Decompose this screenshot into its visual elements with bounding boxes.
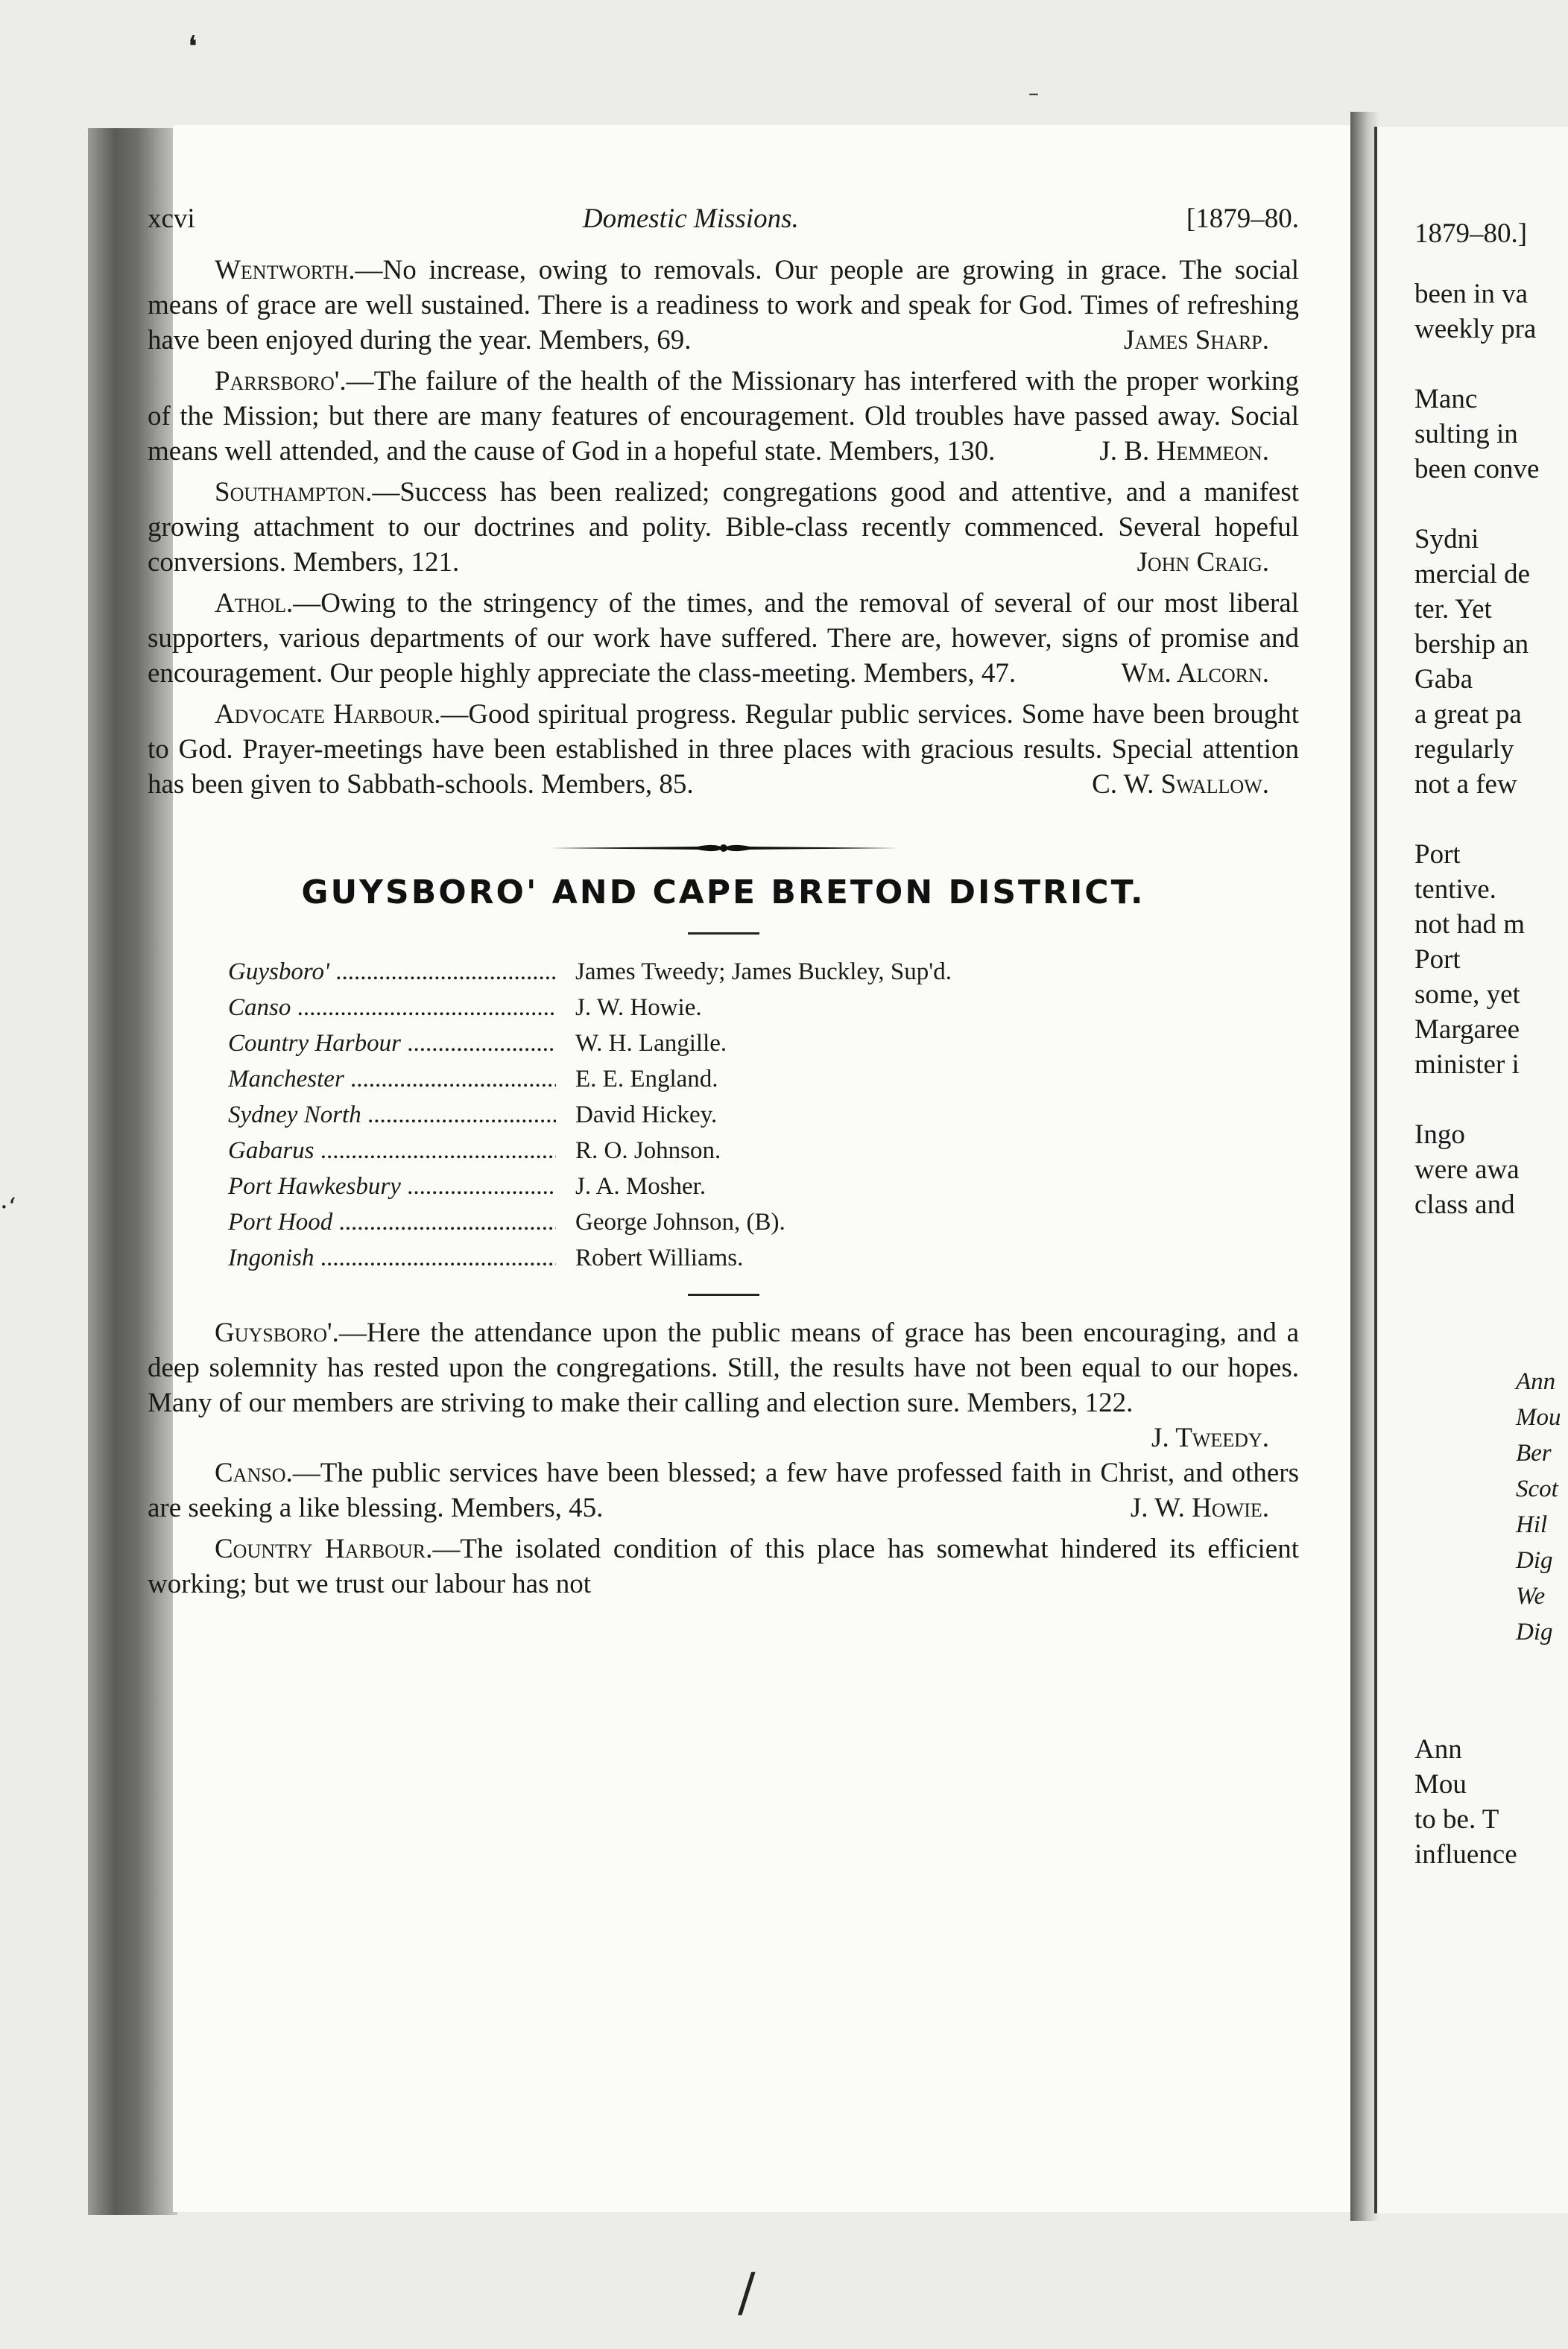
right-page-line: ter. Yet xyxy=(1414,594,1492,625)
report-paragraph xyxy=(148,253,1299,358)
right-page-line: Mou xyxy=(1516,1404,1561,1431)
right-page-line: regularly xyxy=(1414,734,1514,765)
report-text: —The failure of the health of the Missionary has interfered with the proper working of the Mission; but there are many features of encouragement. Old troubles have passed away. Social means well attended, and the cause of God in a hopeful state. Members, 130. xyxy=(148,366,1299,467)
right-page-line xyxy=(1414,1082,1568,1117)
right-page-line: Ann xyxy=(1516,1368,1556,1395)
right-page-line: Gaba xyxy=(1414,664,1473,695)
station-name: Southampton. xyxy=(215,477,373,508)
right-page-header: 1879–80.] xyxy=(1414,218,1528,249)
station-name: Athol. xyxy=(215,588,294,619)
right-page-line: Dig xyxy=(1516,1619,1553,1645)
right-page-list xyxy=(1414,1364,1568,1650)
right-page-line xyxy=(1414,802,1568,837)
signature: Wm. Alcorn. xyxy=(1121,658,1269,689)
district-title: GUYSBORO' AND CAPE BRETON DISTRICT. xyxy=(301,873,1145,911)
header-years: [1879–80. xyxy=(1186,203,1299,234)
station-row xyxy=(228,990,1299,1025)
right-page-line: Ber xyxy=(1516,1440,1552,1467)
scan-mark: – xyxy=(1028,80,1039,105)
report-paragraph xyxy=(148,475,1299,580)
report-paragraph xyxy=(148,1315,1299,1453)
right-page-content xyxy=(1414,216,1568,1872)
page-number: xcvi xyxy=(148,203,195,234)
ornamental-rule xyxy=(148,841,1299,856)
station-name: Wentworth. xyxy=(215,255,355,285)
right-page-line: Scot xyxy=(1516,1476,1558,1502)
right-page-line: tentive. xyxy=(1414,874,1496,905)
scan-mark: / xyxy=(738,2262,756,2323)
right-page-line: a great pa xyxy=(1414,699,1522,730)
station-name: Country Harbour. xyxy=(215,1534,433,1564)
right-page-line: Ingo xyxy=(1414,1119,1465,1150)
station-row xyxy=(228,1097,1299,1133)
station-row xyxy=(228,1169,1299,1204)
station-label: Port Hawkesbury ..... xyxy=(228,1169,556,1204)
right-page-line: been in va xyxy=(1414,279,1529,309)
right-page-lines xyxy=(1414,276,1568,1222)
report-text: —The isolated condition of this place has somewhat hindered its efficient working; but we trust our labour has not xyxy=(148,1534,1299,1599)
minister-name: W. H. Langille. xyxy=(575,1030,727,1057)
right-page-bottom-lines xyxy=(1414,1732,1568,1872)
station-label: Manchester ..... xyxy=(228,1061,556,1097)
right-page-line: Dig xyxy=(1516,1547,1553,1574)
right-page-line: Port xyxy=(1414,944,1461,975)
station-label: Gabarus ..... xyxy=(228,1133,556,1169)
report-text: —Success has been realized; congregations good and attentive, and a manifest growing attachment to our doctrines and polity. Bible-class recently commenced. Several hopeful conversions. Members, 121. xyxy=(148,477,1299,578)
signature: John Craig. xyxy=(1137,547,1269,578)
short-rule xyxy=(688,932,759,935)
right-page-line: to be. T xyxy=(1414,1804,1499,1835)
right-page-line: sulting in xyxy=(1414,419,1518,449)
station-row xyxy=(228,1133,1299,1169)
right-page-line: weekly pra xyxy=(1414,314,1537,344)
right-page-line: were awa xyxy=(1414,1154,1520,1185)
station-label: Canso ..... xyxy=(228,990,556,1025)
left-page-content xyxy=(148,201,1299,1607)
right-page-line: some, yet xyxy=(1414,979,1520,1010)
right-page-line: Ann xyxy=(1414,1734,1462,1765)
report-paragraph xyxy=(148,697,1299,802)
minister-name: E. E. England. xyxy=(575,1066,718,1093)
right-page-line: not had m xyxy=(1414,909,1525,940)
right-page-line: not a few xyxy=(1414,769,1517,800)
station-row xyxy=(228,1061,1299,1097)
stations-list xyxy=(228,954,1299,1276)
minister-name: George Johnson, (B). xyxy=(575,1209,785,1236)
report-paragraph xyxy=(148,1531,1299,1602)
station-label: Guysboro' ..... xyxy=(228,954,556,990)
minister-name: Robert Williams. xyxy=(575,1245,744,1271)
signature: J. W. Howie. xyxy=(1130,1493,1269,1523)
report-text: —Owing to the stringency of the times, and the removal of several of our most liberal supporters, various departments of our work have suffered. There are, however, signs of promise and encouragement. Our people highly appreciate the class-meeting. Members, 47. xyxy=(148,588,1299,689)
minister-name: R. O. Johnson. xyxy=(575,1137,721,1164)
station-name: Advocate Harbour. xyxy=(215,699,441,730)
minister-name: J. W. Howie. xyxy=(575,994,702,1021)
reports-bottom xyxy=(148,1315,1299,1607)
station-name: Guysboro'. xyxy=(215,1318,339,1348)
right-page-line: Mou xyxy=(1414,1769,1467,1800)
minister-name: David Hickey. xyxy=(575,1101,718,1128)
report-paragraph xyxy=(148,586,1299,691)
reports-top xyxy=(148,253,1299,808)
scan-mark: ·‘ xyxy=(0,1192,16,1222)
signature: C. W. Swallow. xyxy=(1092,769,1269,800)
minister-name: J. A. Mosher. xyxy=(575,1173,706,1200)
right-page-line: class and xyxy=(1414,1189,1515,1220)
short-rule xyxy=(688,1294,759,1296)
right-page-line xyxy=(1414,487,1568,522)
station-name: Parrsboro'. xyxy=(215,366,347,396)
right-page-line: Hil xyxy=(1516,1511,1548,1538)
right-page-line: bership an xyxy=(1414,629,1529,660)
station-label: Country Harbour ..... xyxy=(228,1025,556,1061)
running-header xyxy=(148,201,1299,236)
station-row xyxy=(228,1025,1299,1061)
station-row xyxy=(228,1240,1299,1276)
right-page-line: Manc xyxy=(1414,384,1478,414)
right-page-line: influence xyxy=(1414,1839,1517,1870)
right-page-line: Sydni xyxy=(1414,524,1479,554)
station-label: Ingonish ..... xyxy=(228,1240,556,1276)
minister-name: James Tweedy; James Buckley, Sup'd. xyxy=(575,958,952,985)
right-page-line: been conve xyxy=(1414,454,1540,484)
right-page-line xyxy=(1414,347,1568,382)
station-row xyxy=(228,1204,1299,1240)
station-label: Sydney North ..... xyxy=(228,1097,556,1133)
right-page-line: Port xyxy=(1414,839,1461,870)
right-page-line: Margaree xyxy=(1414,1014,1520,1045)
right-page-line: mercial de xyxy=(1414,559,1531,589)
scan-mark: ❛ xyxy=(188,30,197,64)
signature: J. B. Hemmeon. xyxy=(1099,436,1269,467)
right-page-line: minister i xyxy=(1414,1049,1520,1080)
ornament-flourish xyxy=(549,841,899,856)
right-page-line: We xyxy=(1516,1583,1546,1610)
running-title: Domestic Missions. xyxy=(582,203,799,234)
station-name: Canso. xyxy=(215,1458,293,1488)
report-paragraph xyxy=(148,364,1299,469)
report-text: —Here the attendance upon the public means of grace has been encouraging, and a deep solemnity has rested upon the congregations. Still, the results have not been equal to our hopes. Many of our members are striving to make their calling and election sure. Members, 122. xyxy=(148,1318,1299,1418)
report-text: —Good spiritual progress. Regular public services. Some have been brought to God. Prayer-meetings have been established in three places with gracious results. Special attention has been given to Sabbath-schools. Members, 85. xyxy=(148,699,1300,800)
signature: James Sharp. xyxy=(1123,325,1269,355)
report-paragraph xyxy=(148,1455,1299,1526)
report-text: —No increase, owing to removals. Our people are growing in grace. The social means of grace are well sustained. There is a readiness to work and speak for God. Times of refreshing have been enjoyed during the year. Members, 69. xyxy=(148,255,1299,355)
station-label: Port Hood ..... xyxy=(228,1204,556,1240)
report-text: —The public services have been blessed; a few have professed faith in Christ, and others are seeking a like blessing. Members, 45. xyxy=(148,1458,1299,1523)
signature: J. Tweedy. xyxy=(1151,1423,1269,1453)
station-row xyxy=(228,954,1299,990)
